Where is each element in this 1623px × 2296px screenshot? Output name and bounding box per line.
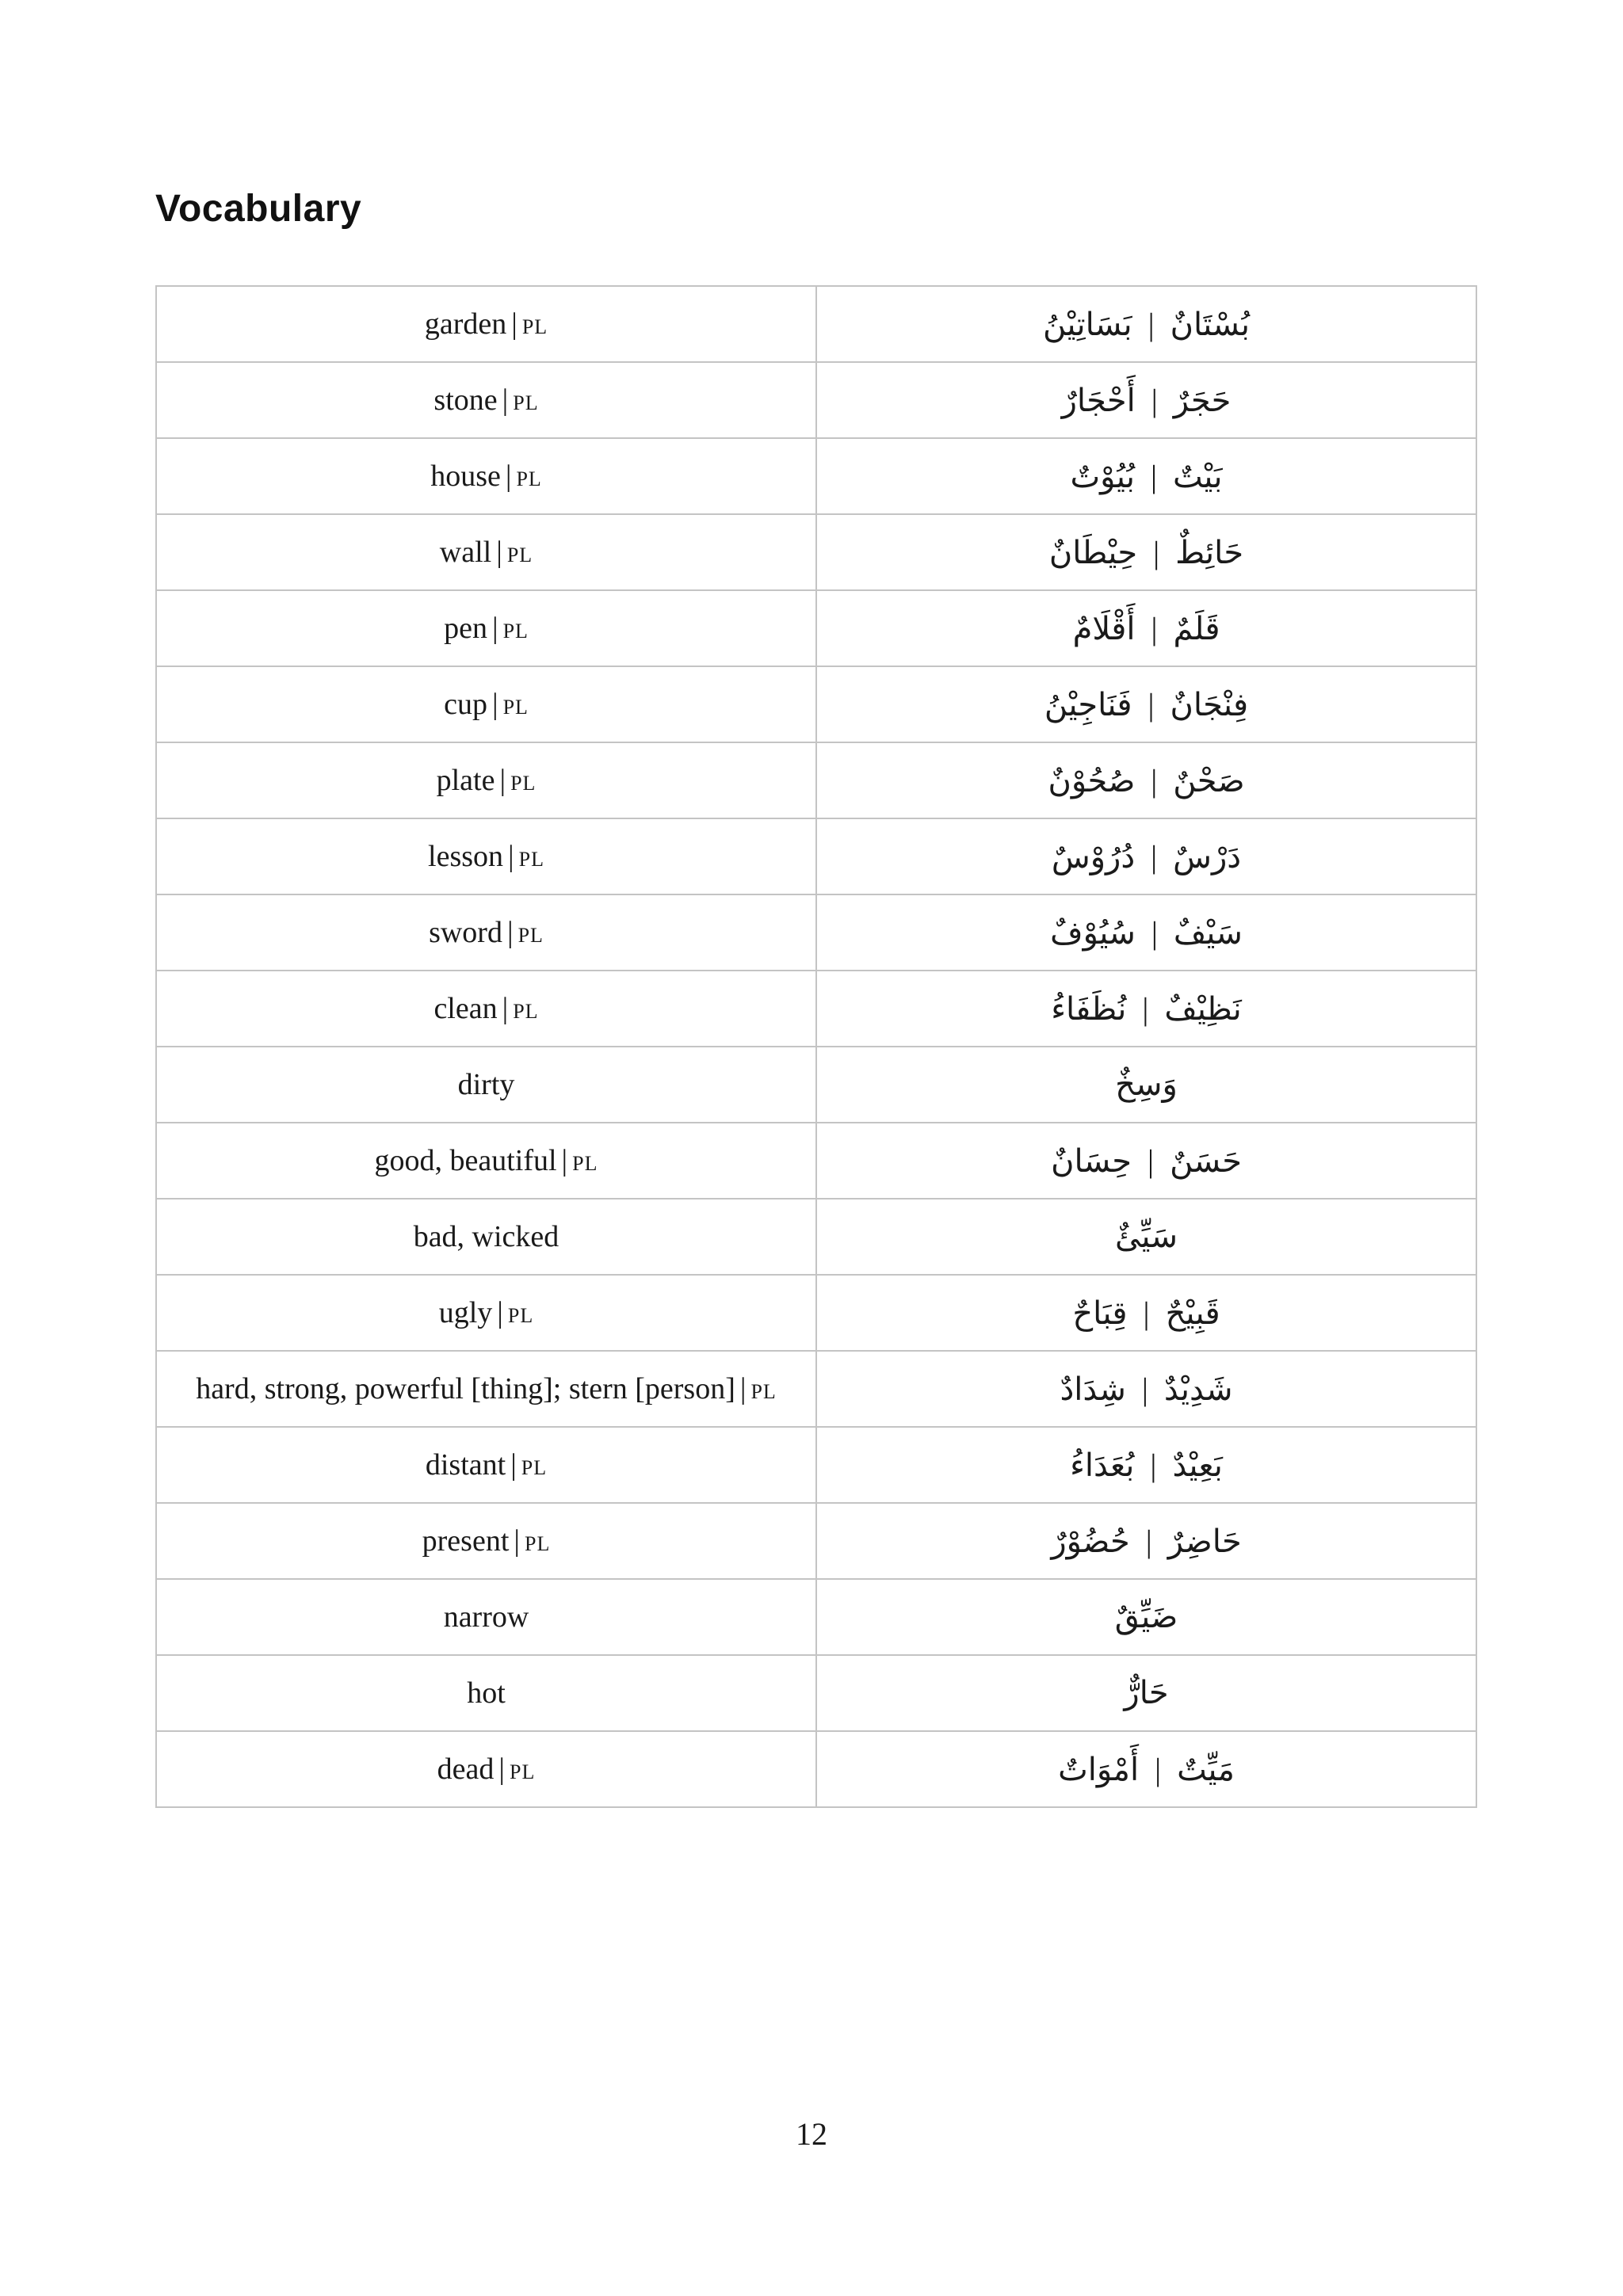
arabic-singular: شَدِيْدٌ (1163, 1371, 1233, 1408)
english-word: hard, strong, powerful [thing]; stern [person] (196, 1372, 735, 1405)
vocab-row (156, 1199, 1476, 1275)
arabic-cell (816, 1427, 1476, 1503)
english-cell (156, 1503, 816, 1579)
separator: | (491, 688, 498, 721)
arabic-singular: قَلَمٌ (1173, 610, 1220, 647)
separator: | (1151, 382, 1158, 418)
arabic-singular: حَارٌّ (1124, 1675, 1169, 1711)
vocab-row (156, 286, 1476, 362)
english-cell (156, 971, 816, 1047)
arabic-singular: حَسَنٌ (1170, 1142, 1242, 1180)
plural-label: PL (572, 1152, 598, 1175)
vocabulary-table (155, 285, 1477, 1808)
plural-label: PL (513, 1000, 539, 1023)
english-word: good, beautiful (374, 1144, 557, 1177)
plural-label: PL (513, 391, 539, 414)
separator: | (1155, 1751, 1162, 1787)
separator: | (502, 383, 509, 417)
arabic-cell (816, 286, 1476, 362)
separator: | (497, 1296, 503, 1329)
arabic-cell (816, 971, 1476, 1047)
vocab-row (156, 590, 1476, 666)
arabic-cell (816, 1731, 1476, 1807)
vocab-row (156, 1123, 1476, 1199)
separator: | (1151, 458, 1158, 494)
plural-label: PL (518, 848, 544, 871)
english-cell (156, 1655, 816, 1731)
arabic-cell (816, 666, 1476, 742)
english-cell (156, 1731, 816, 1807)
arabic-cell (816, 438, 1476, 514)
page-heading: Vocabulary (155, 188, 362, 230)
vocab-row (156, 362, 1476, 438)
arabic-cell (816, 742, 1476, 818)
separator: | (508, 840, 514, 873)
english-word: ugly (438, 1296, 493, 1329)
plural-label: PL (506, 543, 533, 566)
arabic-plural: أَقْلَامٌ (1072, 610, 1136, 647)
english-word: bad, wicked (413, 1220, 559, 1253)
vocab-row (156, 1503, 1476, 1579)
vocab-row (156, 1047, 1476, 1123)
plural-label: PL (525, 1532, 551, 1555)
separator: | (496, 536, 502, 569)
arabic-singular: بَعِيْدٌ (1172, 1447, 1223, 1484)
vocab-row (156, 818, 1476, 894)
separator: | (502, 992, 509, 1025)
english-cell (156, 590, 816, 666)
vocab-row (156, 971, 1476, 1047)
arabic-plural: سُيُوْفٌ (1050, 914, 1136, 952)
vocab-row (156, 1351, 1476, 1427)
english-word: stone (433, 383, 498, 417)
arabic-singular: سَيِّئٌ (1115, 1219, 1178, 1255)
vocab-row (156, 1579, 1476, 1655)
english-cell (156, 286, 816, 362)
arabic-cell (816, 818, 1476, 894)
arabic-singular: بُسْتَانٌ (1170, 306, 1251, 343)
arabic-cell (816, 1579, 1476, 1655)
english-cell (156, 742, 816, 818)
separator: | (1143, 1295, 1150, 1331)
arabic-singular: سَيْفٌ (1173, 914, 1243, 952)
separator: | (491, 612, 498, 645)
arabic-cell (816, 1351, 1476, 1427)
arabic-singular: حَاضِرٌ (1167, 1523, 1242, 1560)
arabic-cell (816, 1199, 1476, 1275)
arabic-plural: حِسَانٌ (1051, 1142, 1132, 1180)
plural-label: PL (750, 1380, 777, 1403)
english-cell (156, 1427, 816, 1503)
arabic-plural: شِدَادٌ (1060, 1371, 1126, 1408)
vocab-row (156, 1275, 1476, 1351)
english-word: dirty (457, 1068, 515, 1101)
english-word: clean (433, 992, 498, 1025)
plural-label: PL (502, 620, 529, 643)
arabic-plural: حُضُوْرٌ (1051, 1523, 1130, 1560)
vocab-row (156, 514, 1476, 590)
separator: | (499, 764, 506, 797)
english-word: narrow (443, 1600, 529, 1634)
arabic-singular: قَبِيْحٌ (1165, 1295, 1220, 1332)
separator: | (1148, 686, 1155, 723)
english-cell (156, 666, 816, 742)
separator: | (1148, 306, 1155, 342)
arabic-singular: دَرْسٌ (1173, 838, 1242, 875)
plural-label: PL (510, 772, 537, 795)
english-cell (156, 894, 816, 971)
separator: | (561, 1144, 568, 1177)
plural-label: PL (521, 1456, 548, 1479)
vocab-row (156, 1655, 1476, 1731)
separator: | (498, 1753, 505, 1786)
separator: | (1142, 990, 1149, 1027)
separator: | (511, 307, 517, 341)
english-cell (156, 1047, 816, 1123)
english-word: distant (425, 1448, 506, 1482)
english-word: dead (437, 1753, 495, 1786)
separator: | (1148, 1142, 1155, 1179)
english-word: sword (429, 916, 502, 949)
vocab-row (156, 666, 1476, 742)
arabic-plural: حِيْطَانٌ (1048, 534, 1138, 571)
arabic-cell (816, 590, 1476, 666)
arabic-cell (816, 894, 1476, 971)
arabic-singular: حَائِطٌ (1175, 534, 1244, 571)
plural-label: PL (521, 315, 548, 338)
english-cell (156, 514, 816, 590)
arabic-cell (816, 1047, 1476, 1123)
arabic-plural: بُعَدَاءُ (1070, 1447, 1135, 1484)
separator: | (510, 1448, 517, 1482)
page-number: 12 (796, 2116, 827, 2152)
english-word: present (422, 1524, 510, 1558)
vocab-row (156, 742, 1476, 818)
english-cell (156, 1275, 816, 1351)
english-cell (156, 1579, 816, 1655)
arabic-plural: بَسَاتِيْنُ (1042, 306, 1132, 343)
separator: | (1151, 914, 1158, 951)
english-cell (156, 438, 816, 514)
arabic-singular: ضَيِّقٌ (1114, 1599, 1178, 1635)
arabic-plural: فَنَاجِيْنُ (1044, 686, 1132, 723)
english-cell (156, 1199, 816, 1275)
english-word: garden (424, 307, 507, 341)
english-word: plate (436, 764, 495, 797)
vocabulary-table-body (156, 286, 1476, 1807)
separator: | (1150, 1447, 1157, 1483)
plural-label: PL (516, 467, 542, 490)
vocab-row (156, 438, 1476, 514)
arabic-singular: فِنْجَانٌ (1170, 686, 1249, 723)
arabic-singular: صَحْنٌ (1173, 762, 1245, 799)
plural-label: PL (510, 1760, 536, 1783)
arabic-cell (816, 1123, 1476, 1199)
separator: | (1153, 534, 1160, 570)
separator: | (1145, 1523, 1152, 1559)
plural-label: PL (507, 1304, 534, 1327)
arabic-plural: قِبَاحٌ (1072, 1295, 1128, 1332)
vocab-row (156, 1427, 1476, 1503)
separator: | (1141, 1371, 1148, 1407)
separator: | (739, 1372, 747, 1405)
english-cell (156, 362, 816, 438)
arabic-singular: وَسِخٌ (1115, 1066, 1178, 1103)
english-word: cup (444, 688, 487, 721)
arabic-plural: دُرُوْسٌ (1051, 838, 1136, 875)
plural-label: PL (502, 696, 529, 719)
separator: | (1151, 838, 1158, 875)
separator: | (514, 1524, 520, 1558)
arabic-plural: صُحُوْنٌ (1048, 762, 1136, 799)
arabic-cell (816, 362, 1476, 438)
arabic-singular: نَظِيْفٌ (1164, 990, 1242, 1028)
english-cell (156, 818, 816, 894)
english-cell (156, 1351, 816, 1427)
english-word: wall (439, 536, 492, 569)
vocab-row (156, 1731, 1476, 1807)
arabic-plural: نُظَفَاءُ (1051, 990, 1127, 1028)
separator: | (506, 916, 514, 949)
plural-label: PL (517, 924, 544, 947)
separator: | (1151, 762, 1158, 799)
separator: | (505, 460, 512, 493)
arabic-cell (816, 1275, 1476, 1351)
arabic-plural: أَحْجَارٌ (1061, 382, 1136, 419)
arabic-singular: حَجَرٌ (1173, 382, 1232, 419)
english-word: hot (467, 1676, 506, 1710)
arabic-cell (816, 1655, 1476, 1731)
arabic-singular: مَيِّتٌ (1177, 1751, 1235, 1788)
english-word: house (430, 460, 501, 493)
arabic-cell (816, 1503, 1476, 1579)
english-cell (156, 1123, 816, 1199)
vocab-row (156, 894, 1476, 971)
arabic-plural: بُيُوْتٌ (1070, 458, 1136, 495)
arabic-plural: أَمْوَاتٌ (1058, 1751, 1140, 1788)
arabic-singular: بَيْتٌ (1173, 458, 1223, 495)
arabic-cell (816, 514, 1476, 590)
separator: | (1151, 610, 1158, 646)
english-word: lesson (428, 840, 504, 873)
english-word: pen (444, 612, 487, 645)
